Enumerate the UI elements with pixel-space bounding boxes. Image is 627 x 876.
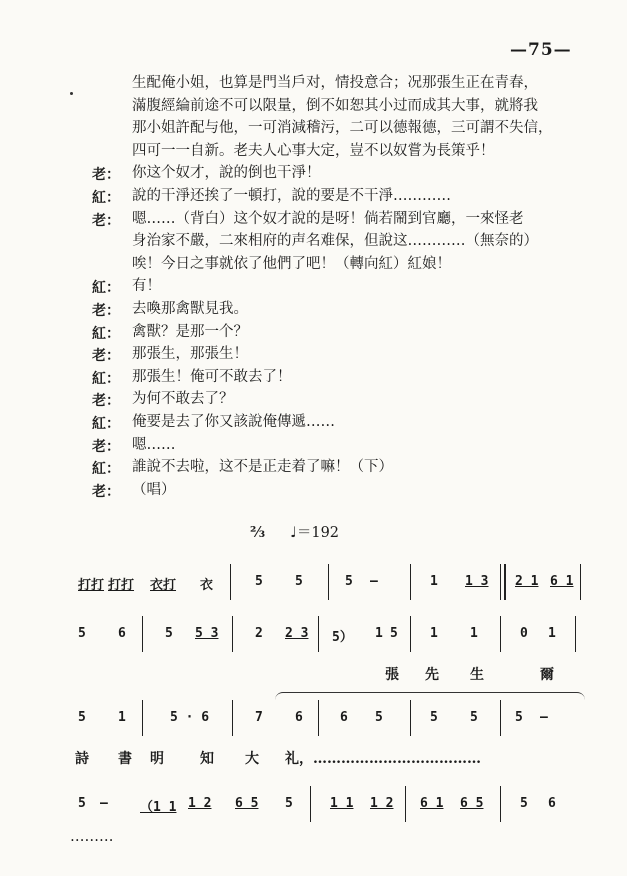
score-note: 1 [430,626,438,641]
dialogue-line: 禽獸？是那一个？ [132,324,248,340]
score-note: 5 [520,796,528,811]
score-row-4 [70,782,590,830]
dialogue-line: 嗯……（背白）这个奴才說的是呀！倘若鬧到官廳，一來怪老 [132,211,524,227]
dialogue-line: 唉！今日之事就依了他們了吧！（轉向紅）紅娘！ [132,256,451,272]
dialogue-line: 誰說不去啦，这不是正走着了嘛！（下） [132,459,393,475]
score-note: 5 [515,710,523,725]
lyric-char: 大 [245,751,259,767]
bar-line [142,700,143,736]
score-note: 5 [470,710,478,725]
score-note: 5） [332,630,353,645]
speaker-label: 紅： [92,371,120,387]
score-note: 衣 [200,578,214,593]
dialogue-line: 滿腹經綸前途不可以限量，倒不如恕其小过而成其大事，就將我 [132,98,538,114]
dialogue-line: 去喚那禽獸見我。 [132,301,248,317]
score-note: 5 [78,710,86,725]
lyric-char: 明 [150,751,164,767]
score-note: — [370,574,378,589]
lyric-char: 詩 [75,751,89,767]
score-note: 6 [340,710,348,725]
score-note: 5 · 6 [170,710,210,725]
lyric-char: 生 [470,667,484,683]
score-note: 1 1 [330,796,354,811]
speaker-label: 老： [92,484,120,500]
bar-line [232,700,233,736]
speaker-label: 紅： [92,280,120,296]
bar-line [142,616,143,652]
bar-line [410,700,411,736]
bar-line [310,786,311,822]
score-note: 5 [285,796,293,811]
lyric-row-1 [70,664,590,686]
lyric-char: 爾 [540,667,554,683]
bar-line [232,616,233,652]
score-note: 1 3 [465,574,489,589]
score-note: 5 [345,574,353,589]
dialogue-line: 那張生，那張生！ [132,346,248,362]
lyric-char: 書 [118,751,132,767]
tempo-marking: ♩＝192 [290,525,340,541]
score-note: 1 2 [188,796,212,811]
score-note: 6 [548,796,556,811]
dialogue-line: 为何不敢去了？ [132,391,234,407]
dialogue-line: 那張生！俺可不敢去了！ [132,369,292,385]
speaker-label: 老： [92,303,120,319]
speaker-label: 老： [92,393,120,409]
bar-line [318,616,319,652]
score-note: 打打 [108,578,135,593]
score-note: （1 1 [140,800,177,815]
bar-line [410,616,411,652]
lyric-char: 張 [385,667,399,683]
score-row-1 [70,560,590,608]
score-note: 0 [520,626,528,641]
score-note: 打打 [78,578,105,593]
bar-line [500,564,506,600]
score-note: 衣打 [150,578,177,593]
trailing-ellipsis: ……… [70,829,114,845]
bar-line [580,564,581,600]
score-note: 6 [295,710,303,725]
score-note: 6 5 [460,796,484,811]
speaker-label: 老： [92,167,120,183]
score-note: 5 [255,574,263,589]
score-note: 2 1 [515,574,539,589]
bar-line [410,564,411,600]
lyric-char: 先 [425,667,439,683]
dialogue-line: 嗯…… [132,437,176,453]
score-note: 6 [118,626,126,641]
speaker-label: 老： [92,213,120,229]
speaker-label: 紅： [92,326,120,342]
score-note: 1 2 [370,796,394,811]
score-note: — [100,796,108,811]
score-note: 5 [295,574,303,589]
score-note: 5 [165,626,173,641]
score-note: 5 [390,626,398,641]
dialogue-line: 俺要是去了你又該說俺傳遞…… [132,414,335,430]
score-note: 1 [430,574,438,589]
dialogue-line: 說的干淨还挨了一頓打，說的要是不干淨………… [132,188,451,204]
score-row-2 [70,612,590,660]
score-note: 2 3 [285,626,309,641]
lyric-char: 知 [200,751,214,767]
bar-line [575,616,576,652]
bar-line [405,786,406,822]
speaker-label: 老： [92,439,120,455]
dialogue-line: 那小姐許配与他，一可消減稽污，二可以德報德，三可謂不失信， [132,120,553,136]
dialogue-line: 四可一一自新。老夫人心事大定，豈不以奴嘗为長策乎！ [132,143,495,159]
score-note: 1 [375,626,383,641]
score-note: 1 [548,626,556,641]
dialogue-line: 有！ [132,278,161,294]
dialogue-line: （唱） [132,482,176,498]
speaker-label: 紅： [92,416,120,432]
score-note: 1 [470,626,478,641]
bar-line [500,616,501,652]
speaker-label: 紅： [92,190,120,206]
bar-line [328,564,329,600]
bar-line [318,700,319,736]
lyric-char: 礼，……………………………… [285,751,481,767]
score-note: 6 1 [550,574,574,589]
dialogue-line: 生配俺小姐，也算是門当戶对，情投意合；况那張生正在青春， [132,75,538,91]
score-note: 6 1 [420,796,444,811]
score-note: 5 [375,710,383,725]
score-note: 5 [78,626,86,641]
dialogue-line: 你这个奴才，說的倒也干淨！ [132,165,321,181]
score-note: 5 [78,796,86,811]
lyric-row-2 [70,748,590,770]
bar-line [500,700,501,736]
bar-line [500,786,501,822]
score-note: 5 [430,710,438,725]
score-note: 2 [255,626,263,641]
speaker-label: 老： [92,348,120,364]
speaker-label: 紅： [92,461,120,477]
page-number: —75— [510,40,572,60]
score-note: 1 [118,710,126,725]
bar-line [230,564,231,600]
score-note: 7 [255,710,263,725]
tempo-meter: ⅔ [250,524,266,541]
score-note: — [540,710,548,725]
dialogue-line: 身治家不嚴，二來相府的声名难保，但說这…………（無奈的） [132,233,538,249]
ink-speck [70,92,73,95]
score-note: 6 5 [235,796,259,811]
score-row-3 [70,696,590,744]
score-note: 5 3 [195,626,219,641]
